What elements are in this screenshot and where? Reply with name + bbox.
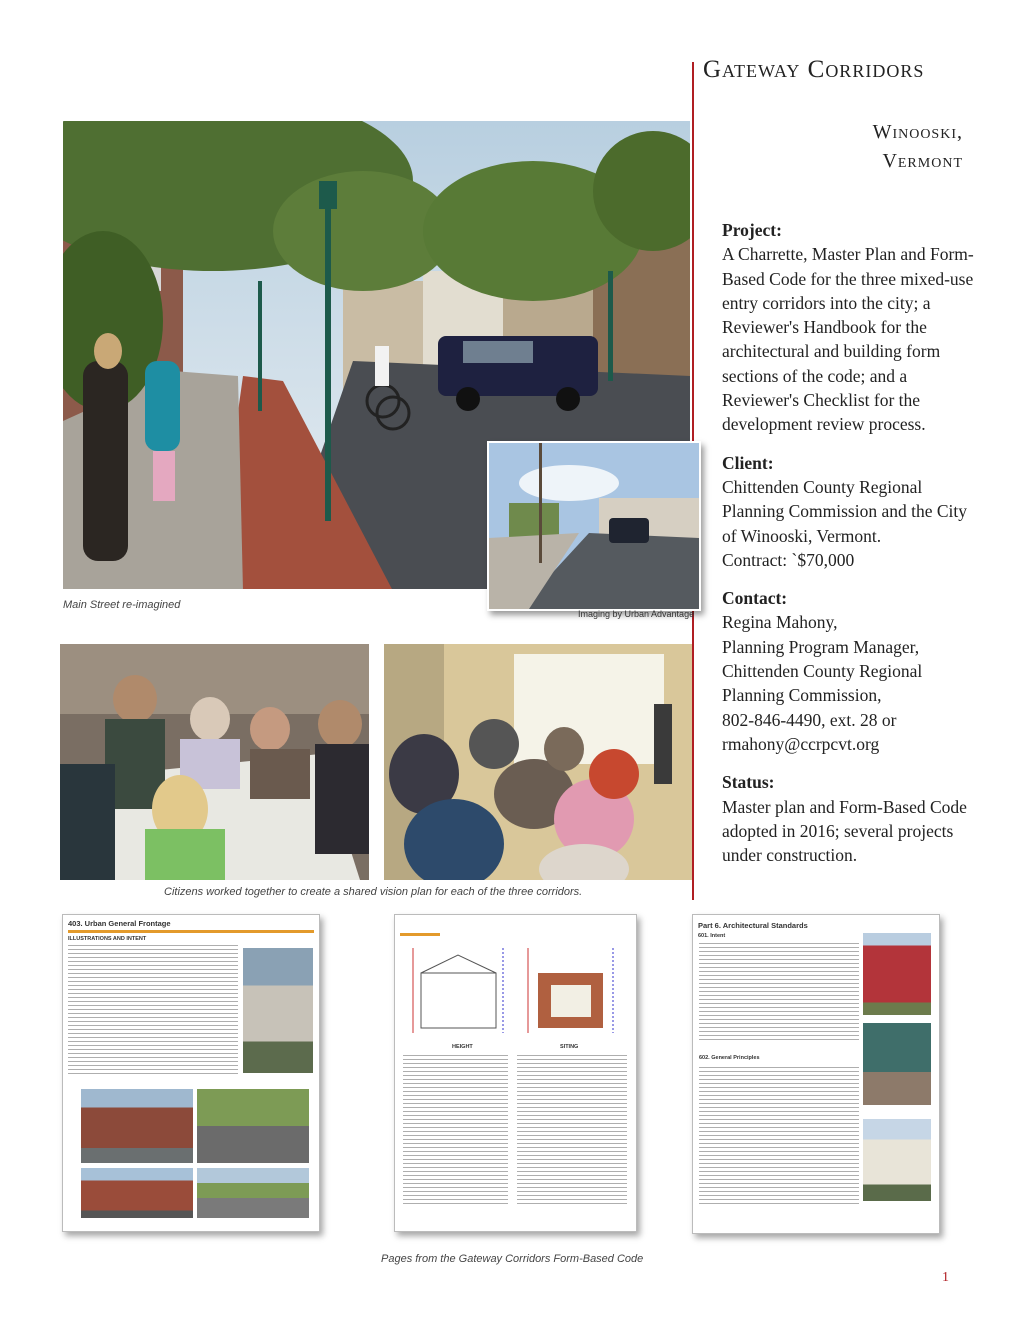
project-section	[722, 218, 974, 437]
charrette-table-photo	[60, 644, 369, 880]
code-page-3-principles: 602. General Principles	[699, 1055, 760, 1061]
code-page-3-photo-storefront	[863, 1023, 931, 1105]
community-meeting-photo	[384, 644, 692, 880]
client-contract: Contract: `$70,000	[722, 549, 855, 570]
main-street-caption: Main Street re-imagined	[63, 599, 181, 611]
code-page-height-siting	[394, 914, 637, 1232]
client-label: Client:	[722, 452, 774, 473]
contact-role: Planning Program Manager,	[722, 636, 920, 657]
client-section	[722, 451, 974, 572]
code-page-1-photo-street	[197, 1089, 309, 1163]
code-page-2-rule	[400, 933, 440, 936]
status-text: Master plan and Form-Based Code adopted in 2016; several projects under construction.	[722, 796, 967, 866]
citizens-caption: Citizens worked together to create a shared vision plan for each of the three corridors.	[164, 886, 583, 898]
contact-phone: 802-846-4490, ext. 28 or	[722, 709, 897, 730]
code-page-1-photo-corner	[81, 1168, 193, 1218]
code-page-1-subtitle: ILLUSTRATIONS AND INTENT	[68, 936, 147, 942]
document-title: Gateway Corridors	[703, 56, 925, 83]
code-page-3-text-intent	[699, 943, 859, 1043]
contact-email[interactable]: rmahony@ccrpcvt.org	[722, 733, 880, 754]
imaging-credit: Imaging by Urban Advantage	[578, 609, 695, 619]
code-page-1-photo-building	[243, 948, 313, 1073]
code-page-1-title: 403. Urban General Frontage	[68, 919, 171, 928]
contact-label: Contact:	[722, 588, 788, 609]
code-page-architectural-standards	[692, 914, 940, 1234]
code-page-1-photo-brick	[81, 1089, 193, 1163]
status-section	[722, 770, 974, 867]
location	[873, 118, 963, 176]
client-text: Chittenden County Regional Planning Commission and the City of Winooski, Vermont.	[722, 476, 968, 546]
code-page-1-photo-road	[197, 1168, 309, 1218]
contact-org: Chittenden County Regional Planning Commission,	[722, 661, 923, 706]
status-label: Status:	[722, 772, 775, 793]
existing-street-inset-photo	[487, 441, 701, 611]
pages-caption: Pages from the Gateway Corridors Form-Based Code	[381, 1253, 644, 1265]
code-page-3-photo-red-house	[863, 933, 931, 1015]
code-page-3-photo-porch	[863, 1119, 931, 1201]
code-page-2-text-right	[517, 1055, 627, 1205]
code-page-3-text-principles	[699, 1067, 859, 1207]
code-page-2-siting-label: SITING	[560, 1044, 579, 1050]
code-page-2-text-left	[403, 1055, 508, 1205]
code-page-3-title: Part 6. Architectural Standards	[698, 921, 808, 930]
project-text: A Charrette, Master Plan and Form-Based Code for the three mixed-use entry corridors into the city; a Reviewer's Handbook for the architectural and building form sections of the code; and a Reviewer's Checklist for the development review process.	[722, 244, 974, 435]
code-page-2-height-label: HEIGHT	[452, 1044, 473, 1050]
code-page-urban-frontage	[62, 914, 320, 1232]
code-page-1-text	[68, 945, 238, 1077]
location-city: Winooski,	[872, 121, 963, 143]
code-page-2-diagrams	[403, 943, 628, 1038]
code-page-3-intent: 601. Intent	[698, 933, 726, 939]
location-state: Vermont	[882, 150, 963, 172]
page-number: 1	[942, 1270, 949, 1285]
project-info-column	[722, 218, 974, 881]
contact-section	[722, 586, 974, 756]
code-page-1-rule	[68, 930, 314, 933]
project-label: Project:	[722, 220, 782, 240]
contact-name: Regina Mahony,	[722, 612, 838, 633]
